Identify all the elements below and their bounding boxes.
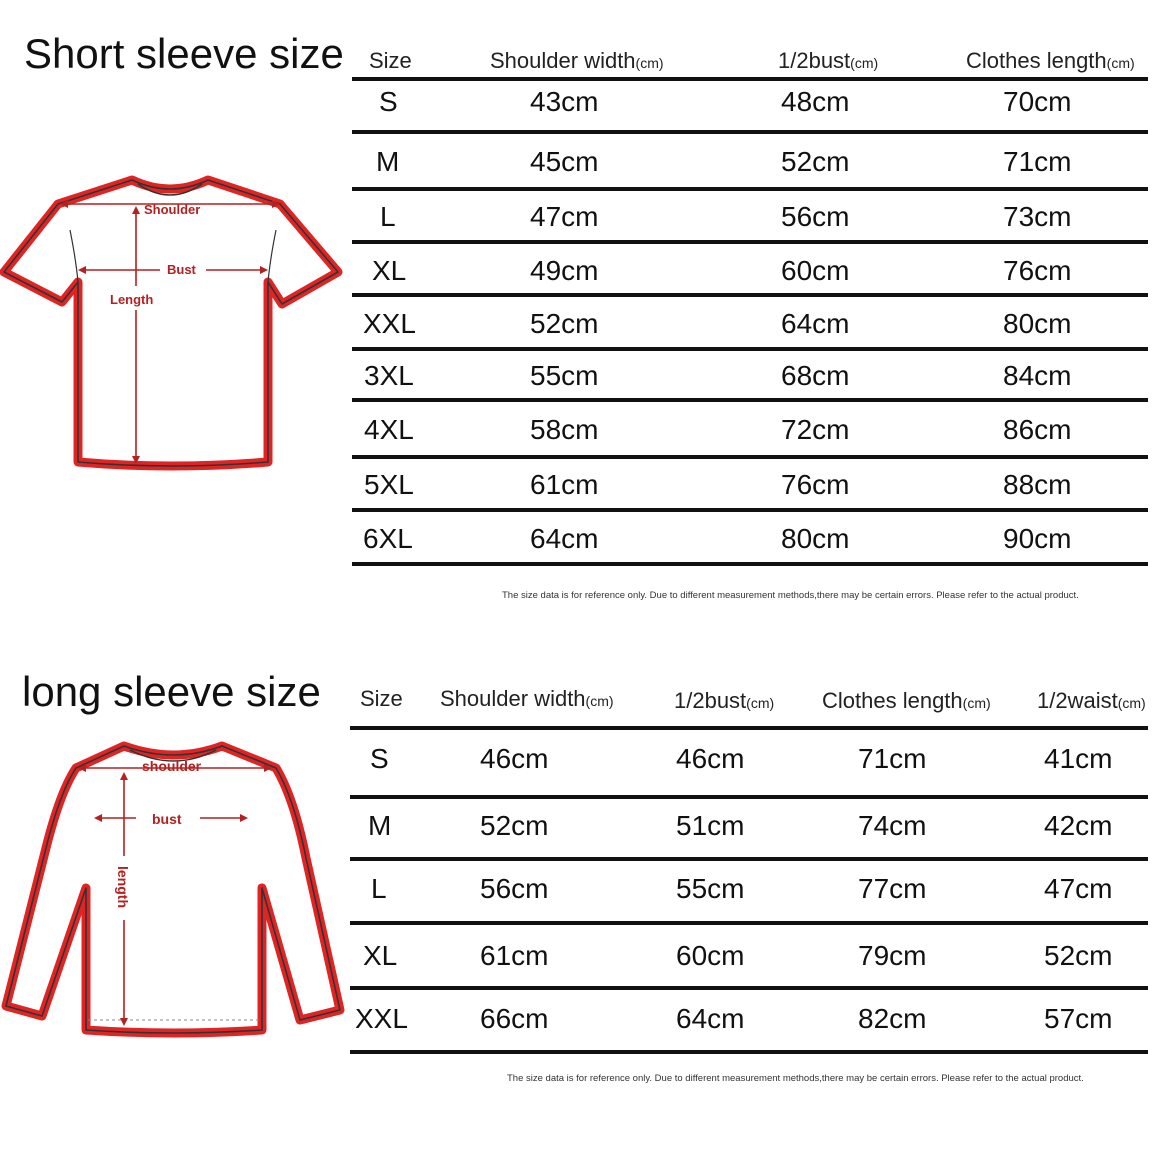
length-cell: 79cm (858, 940, 927, 971)
shoulder-cell: 45cm (530, 146, 599, 177)
bust-cell: 64cm (781, 308, 850, 339)
waist-cell: 52cm (1044, 940, 1113, 971)
shoulder-cell: 52cm (530, 308, 599, 339)
waist-cell: 47cm (1044, 873, 1113, 904)
size-cell: M (368, 810, 392, 841)
shoulder-label: Shoulder (144, 202, 201, 217)
shoulder-cell: 49cm (530, 255, 599, 286)
length-label: Length (110, 292, 154, 307)
shirt-outline (6, 746, 340, 1033)
size-cell: 4XL (364, 414, 414, 445)
shoulder-cell: 66cm (480, 1003, 549, 1034)
length-cell: 76cm (1003, 255, 1072, 286)
short-header-half-bust: 1/2bust(cm) (778, 48, 879, 73)
long-table-rule (350, 1050, 1148, 1054)
size-cell: XL (363, 940, 398, 971)
shoulder-cell: 64cm (530, 523, 599, 554)
shoulder-cell: 52cm (480, 810, 549, 841)
long-sleeve-shirt-diagram (0, 738, 350, 1038)
shoulder-cell: 47cm (530, 201, 599, 232)
length-cell: 71cm (1003, 146, 1072, 177)
waist-cell: 42cm (1044, 810, 1113, 841)
waist-cell: 41cm (1044, 743, 1113, 774)
size-cell: 5XL (364, 469, 414, 500)
length-cell: 86cm (1003, 414, 1072, 445)
long-header-clothes-length: Clothes length(cm) (822, 688, 991, 713)
size-cell: XXL (363, 308, 416, 339)
waist-cell: 57cm (1044, 1003, 1113, 1034)
long-header-half-waist: 1/2waist(cm) (1037, 688, 1146, 713)
long-sleeve-title: long sleeve size (22, 668, 321, 715)
shoulder-cell: 61cm (480, 940, 549, 971)
shoulder-cell: 46cm (480, 743, 549, 774)
short-sleeve-disclaimer: The size data is for reference only. Due to different measurement methods,there may be certain errors. Please refer to the actual product. (502, 590, 1079, 601)
shoulder-cell: 58cm (530, 414, 599, 445)
shoulder-cell: 55cm (530, 360, 599, 391)
size-cell: XXL (355, 1003, 408, 1034)
bust-cell: 56cm (781, 201, 850, 232)
length-cell: 84cm (1003, 360, 1072, 391)
short-table-rule (352, 240, 1148, 244)
bust-cell: 80cm (781, 523, 850, 554)
short-header-clothes-length: Clothes length(cm) (966, 48, 1135, 73)
long-header-half-bust: 1/2bust(cm) (674, 688, 775, 713)
bust-label: bust (152, 811, 182, 827)
size-cell: 3XL (364, 360, 414, 391)
short-table-rule (352, 455, 1148, 459)
short-header-shoulder-width: Shoulder width(cm) (490, 48, 664, 73)
bust-cell: 76cm (781, 469, 850, 500)
length-cell: 88cm (1003, 469, 1072, 500)
length-cell: 73cm (1003, 201, 1072, 232)
length-cell: 90cm (1003, 523, 1072, 554)
size-cell: 6XL (363, 523, 413, 554)
bust-cell: 46cm (676, 743, 745, 774)
length-cell: 80cm (1003, 308, 1072, 339)
size-cell: S (379, 86, 398, 117)
short-table-rule (352, 562, 1148, 566)
short-table-rule (352, 508, 1148, 512)
length-cell: 71cm (858, 743, 927, 774)
bust-cell: 52cm (781, 146, 850, 177)
size-cell: XL (372, 255, 407, 286)
length-cell: 70cm (1003, 86, 1072, 117)
shoulder-cell: 61cm (530, 469, 599, 500)
short-table-rule (352, 398, 1148, 402)
short-sleeve-title: Short sleeve size (24, 30, 344, 77)
long-table-rule (350, 921, 1148, 925)
length-label: length (115, 866, 131, 908)
length-cell: 82cm (858, 1003, 927, 1034)
shoulder-cell: 56cm (480, 873, 549, 904)
size-cell: L (371, 873, 387, 904)
short-table-rule (352, 187, 1148, 191)
long-table-rule (350, 726, 1148, 730)
long-table-rule (350, 857, 1148, 861)
long-sleeve-disclaimer: The size data is for reference only. Due to different measurement methods,there may be certain errors. Please refer to the actual product. (507, 1073, 1084, 1084)
bust-cell: 51cm (676, 810, 745, 841)
bust-label: Bust (167, 262, 196, 277)
bust-cell: 64cm (676, 1003, 745, 1034)
long-header-size: Size (360, 686, 403, 711)
short-table-rule (352, 130, 1148, 134)
long-header-shoulder-width: Shoulder width(cm) (440, 686, 614, 711)
bust-cell: 72cm (781, 414, 850, 445)
size-cell: S (370, 743, 389, 774)
bust-cell: 68cm (781, 360, 850, 391)
size-cell: M (376, 146, 400, 177)
length-cell: 74cm (858, 810, 927, 841)
long-table-rule (350, 795, 1148, 799)
bust-cell: 60cm (676, 940, 745, 971)
size-cell: L (380, 201, 396, 232)
shoulder-cell: 43cm (530, 86, 599, 117)
length-cell: 77cm (858, 873, 927, 904)
bust-cell: 48cm (781, 86, 850, 117)
short-table-rule (352, 347, 1148, 351)
short-table-rule (352, 293, 1148, 297)
short-table-rule (352, 77, 1148, 81)
shoulder-label: shoulder (142, 758, 202, 774)
short-sleeve-tshirt-diagram (0, 170, 345, 475)
bust-cell: 55cm (676, 873, 745, 904)
long-table-rule (350, 986, 1148, 990)
short-header-size: Size (369, 48, 412, 73)
tshirt-outline (4, 180, 338, 466)
bust-cell: 60cm (781, 255, 850, 286)
